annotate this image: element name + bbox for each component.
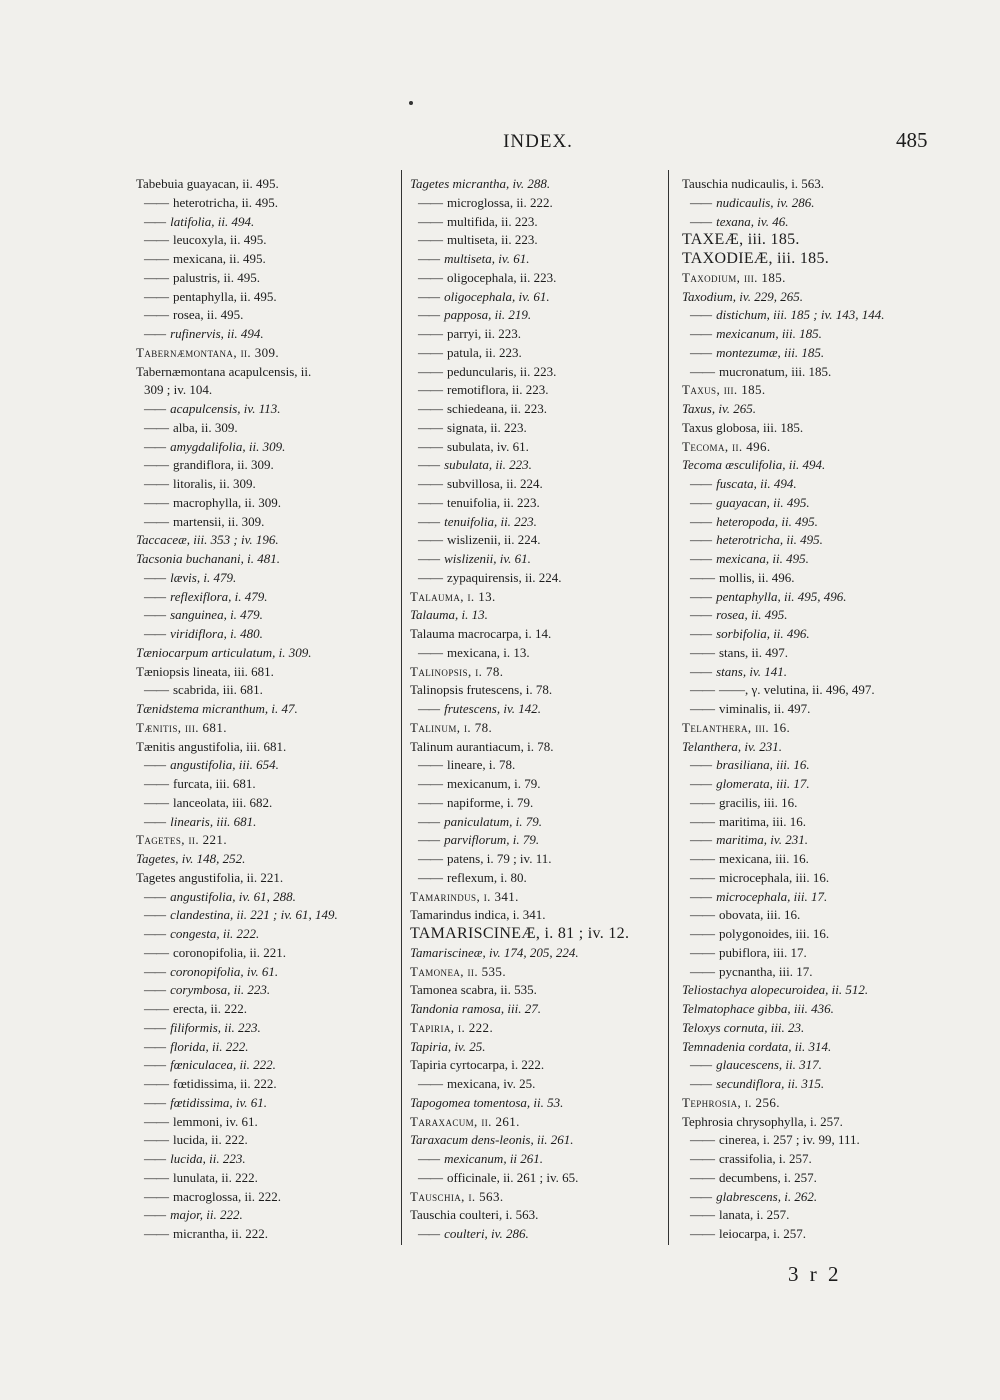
- index-entry: —— rosea, ii. 495.: [136, 306, 398, 325]
- index-entry: Tænitis, iii. 681.: [136, 719, 227, 735]
- index-entry: —— palustris, ii. 495.: [136, 269, 398, 288]
- index-entry: Talinopsis frutescens, i. 78.: [410, 682, 553, 698]
- index-entry: —— gracilis, iii. 16.: [682, 794, 950, 813]
- index-entry: —— paniculatum, i. 79.: [410, 813, 665, 832]
- index-entry: —— oligocephala, ii. 223.: [410, 269, 665, 288]
- index-entry: —— secundiflora, ii. 315.: [682, 1075, 950, 1094]
- index-entry: —— sanguinea, i. 479.: [136, 606, 398, 625]
- index-entry: Tabernæmontana, ii. 309.: [136, 344, 280, 360]
- index-entry: Tacsonia buchanani, i. 481.: [136, 551, 280, 566]
- index-entry: —— linearis, iii. 681.: [136, 813, 398, 832]
- index-entry: —— pentaphylla, ii. 495, 496.: [682, 588, 950, 607]
- index-entry: —— lanceolata, iii. 682.: [136, 794, 398, 813]
- index-entry: —— distichum, iii. 185 ; iv. 143, 144.: [682, 306, 950, 325]
- index-entry: Tandonia ramosa, iii. 27.: [410, 1001, 541, 1016]
- index-entry: —— fuscata, ii. 494.: [682, 475, 950, 494]
- index-entry: Tapogomea tomentosa, ii. 53.: [410, 1094, 564, 1110]
- index-entry: Temnadenia cordata, ii. 314.: [682, 1038, 832, 1054]
- index-column-3: [682, 175, 950, 1244]
- index-entry: —— glomerata, iii. 17.: [682, 775, 950, 794]
- index-entry: Taxodium, iii. 185.: [682, 269, 786, 285]
- index-entry: —— mucronatum, iii. 185.: [682, 363, 950, 382]
- index-entry: —— mollis, ii. 496.: [682, 569, 950, 588]
- index-entry: —— furcata, iii. 681.: [136, 775, 398, 794]
- index-entry: —— mexicanum, i. 79.: [410, 775, 665, 794]
- index-entry: —— parryi, ii. 223.: [410, 325, 665, 344]
- index-entry: —— alba, ii. 309.: [136, 419, 398, 438]
- index-entry: —— maritima, iv. 231.: [682, 831, 950, 850]
- index-column-1: [136, 175, 398, 1244]
- index-entry: —— viminalis, ii. 497.: [682, 700, 950, 719]
- index-entry: —— filiformis, ii. 223.: [136, 1019, 398, 1038]
- index-entry: —— guayacan, ii. 495.: [682, 494, 950, 513]
- index-entry: —— papposa, ii. 219.: [410, 306, 665, 325]
- index-entry: Taraxacum dens-leonis, ii. 261.: [410, 1132, 574, 1148]
- column-divider: [401, 170, 402, 1245]
- index-entry: —— mexicana, ii. 495.: [682, 550, 950, 569]
- index-entry: —— napiforme, i. 79.: [410, 794, 665, 813]
- index-entry: —— glabrescens, i. 262.: [682, 1188, 950, 1207]
- index-entry: —— texana, iv. 46.: [682, 213, 950, 232]
- index-entry: —— mexicana, i. 13.: [410, 644, 665, 663]
- index-entry: Tænidstema micranthum, i. 47.: [136, 701, 298, 716]
- index-entry: —— angustifolia, iv. 61, 288.: [136, 888, 398, 907]
- index-entry: —— heterotricha, ii. 495.: [136, 194, 398, 213]
- index-entry: —— mexicanum, iii. 185.: [682, 325, 950, 344]
- index-entry: —— lucida, ii. 223.: [136, 1150, 398, 1169]
- index-entry: Tauschia nudicaulis, i. 563.: [682, 176, 825, 191]
- index-entry: Talinum aurantiacum, i. 78.: [410, 738, 554, 754]
- index-entry: —— macroglossa, ii. 222.: [136, 1188, 398, 1207]
- index-entry: —— multiseta, ii. 223.: [410, 231, 665, 250]
- index-entry: —— brasiliana, iii. 16.: [682, 756, 950, 775]
- index-entry: Tecoma æsculifolia, ii. 494.: [682, 457, 826, 473]
- index-entry: Talauma, i. 13.: [410, 607, 488, 623]
- index-entry: —— mexicana, ii. 495.: [136, 250, 398, 269]
- index-entry: Talauma, i. 13.: [410, 588, 496, 604]
- index-entry: —— heteropoda, ii. 495.: [682, 513, 950, 532]
- index-entry: —— coronopifolia, ii. 221.: [136, 944, 398, 963]
- index-entry: Tabebuia guayacan, ii. 495.: [136, 176, 279, 191]
- index-entry: Tagetes, ii. 221.: [136, 832, 227, 848]
- index-entry: —— corymbosa, ii. 223.: [136, 981, 398, 1000]
- index-entry: —— microcephala, iii. 16.: [682, 869, 950, 888]
- index-entry: —— congesta, ii. 222.: [136, 925, 398, 944]
- index-entry: Tagetes, iv. 148, 252.: [136, 851, 246, 866]
- index-entry: —— scabrida, iii. 681.: [136, 681, 398, 700]
- index-entry: —— nudicaulis, iv. 286.: [682, 194, 950, 213]
- index-entry: —— mexicana, iii. 16.: [682, 850, 950, 869]
- index-entry: Talauma macrocarpa, i. 14.: [410, 626, 552, 641]
- index-entry: —— major, ii. 222.: [136, 1206, 398, 1225]
- index-entry: 309 ; iv. 104.: [144, 382, 213, 398]
- index-entry: Tæniocarpum articulatum, i. 309.: [136, 644, 312, 660]
- index-entry: —— lævis, i. 479.: [136, 569, 398, 588]
- index-entry: Tauschia, i. 563.: [410, 1188, 504, 1204]
- index-entry: —— lucida, ii. 222.: [136, 1131, 398, 1150]
- index-entry: —— sorbifolia, ii. 496.: [682, 625, 950, 644]
- index-entry: Tephrosia chrysophylla, i. 257.: [682, 1113, 843, 1129]
- index-entry: —— angustifolia, iii. 654.: [136, 756, 398, 775]
- index-entry: —— erecta, ii. 222.: [136, 1000, 398, 1019]
- index-entry: —— patens, i. 79 ; iv. 11.: [410, 850, 665, 869]
- index-entry: Tamonea, ii. 535.: [410, 963, 506, 979]
- index-entry: —— lanata, i. 257.: [682, 1206, 950, 1225]
- index-entry: —— polygonoides, iii. 16.: [682, 925, 950, 944]
- index-entry: —— fœniculacea, ii. 222.: [136, 1056, 398, 1075]
- index-entry: —— montezumæ, iii. 185.: [682, 344, 950, 363]
- index-entry: Tagetes micrantha, iv. 288.: [410, 176, 551, 191]
- ink-dot: [409, 101, 413, 105]
- index-entry: Taccaceæ, iii. 353 ; iv. 196.: [136, 532, 279, 548]
- index-entry: Tæniopsis lineata, iii. 681.: [136, 663, 274, 679]
- index-entry: —— litoralis, ii. 309.: [136, 475, 398, 494]
- index-entry: TAXODIEÆ, iii. 185.: [682, 250, 830, 267]
- index-entry: —— micrantha, ii. 222.: [136, 1225, 398, 1244]
- index-entry: Taraxacum, ii. 261.: [410, 1113, 520, 1129]
- index-entry: —— lineare, i. 78.: [410, 756, 665, 775]
- index-entry: Telmatophace gibba, iii. 436.: [682, 1001, 834, 1016]
- index-entry: —— tenuifolia, ii. 223.: [410, 494, 665, 513]
- index-entry: Talinopsis, i. 78.: [410, 663, 504, 679]
- index-entry: —— pycnantha, iii. 17.: [682, 963, 950, 982]
- index-entry: Tamarindus indica, i. 341.: [410, 907, 546, 923]
- index-entry: —— multifida, ii. 223.: [410, 213, 665, 232]
- index-entry: —— pentaphylla, ii. 495.: [136, 288, 398, 307]
- index-entry: —— remotiflora, ii. 223.: [410, 381, 665, 400]
- index-entry: Tænitis angustifolia, iii. 681.: [136, 738, 287, 754]
- column-divider: [668, 170, 669, 1245]
- index-entry: —— schiedeana, ii. 223.: [410, 400, 665, 419]
- index-entry: Tagetes angustifolia, ii. 221.: [136, 869, 284, 885]
- index-entry: —— tenuifolia, ii. 223.: [410, 513, 665, 532]
- index-entry: Teloxys cornuta, iii. 23.: [682, 1019, 805, 1035]
- index-entry: —— officinale, ii. 261 ; iv. 65.: [410, 1169, 665, 1188]
- index-entry: —— fœtidissima, iv. 61.: [136, 1094, 398, 1113]
- index-entry: —— florida, ii. 222.: [136, 1038, 398, 1057]
- index-entry: Tamariscineæ, iv. 174, 205, 224.: [410, 944, 579, 960]
- index-entry: —— multiseta, iv. 61.: [410, 250, 665, 269]
- index-entry: Tapiria, i. 222.: [410, 1019, 494, 1035]
- index-entry: —— stans, iv. 141.: [682, 663, 950, 682]
- index-entry: —— subulata, ii. 223.: [410, 456, 665, 475]
- index-entry: —— subvillosa, ii. 224.: [410, 475, 665, 494]
- index-entry: Tabernæmontana acapulcensis, ii.: [136, 363, 312, 379]
- index-entry: —— crassifolia, i. 257.: [682, 1150, 950, 1169]
- index-column-2: [410, 175, 665, 1244]
- index-entry: —— amygdalifolia, ii. 309.: [136, 438, 398, 457]
- index-entry: —— grandiflora, ii. 309.: [136, 456, 398, 475]
- index-entry: —— peduncularis, ii. 223.: [410, 363, 665, 382]
- index-entry: —— lunulata, ii. 222.: [136, 1169, 398, 1188]
- index-entry: Tapiria cyrtocarpa, i. 222.: [410, 1057, 545, 1073]
- index-entry: —— oligocephala, iv. 61.: [410, 288, 665, 307]
- index-entry: —— reflexiflora, i. 479.: [136, 588, 398, 607]
- index-entry: Taxus, iii. 185.: [682, 382, 766, 398]
- index-entry: Telanthera, iii. 16.: [682, 719, 791, 735]
- index-entry: Taxus globosa, iii. 185.: [682, 419, 804, 435]
- page-title: INDEX.: [503, 131, 573, 152]
- index-entry: —— parviflorum, i. 79.: [410, 831, 665, 850]
- index-entry: —— leiocarpa, i. 257.: [682, 1225, 950, 1244]
- index-entry: —— wislizenii, ii. 224.: [410, 531, 665, 550]
- index-entry: —— wislizenii, iv. 61.: [410, 550, 665, 569]
- index-entry: Taxodium, iv. 229, 265.: [682, 288, 803, 304]
- index-entry: —— obovata, iii. 16.: [682, 906, 950, 925]
- index-entry: —— clandestina, ii. 221 ; iv. 61, 149.: [136, 906, 398, 925]
- index-entry: —— acapulcensis, iv. 113.: [136, 400, 398, 419]
- index-entry: TAXEÆ, iii. 185.: [682, 231, 800, 249]
- index-entry: —— signata, ii. 223.: [410, 419, 665, 438]
- page-number: 485: [896, 128, 928, 152]
- index-entry: —— mexicana, iv. 25.: [410, 1075, 665, 1094]
- index-entry: —— subulata, iv. 61.: [410, 438, 665, 457]
- index-entry: Telanthera, iv. 231.: [682, 738, 783, 754]
- index-entry: —— coronopifolia, iv. 61.: [136, 963, 398, 982]
- index-entry: —— frutescens, iv. 142.: [410, 700, 665, 719]
- index-entry: Tecoma, ii. 496.: [682, 438, 771, 454]
- index-entry: Taxus, iv. 265.: [682, 401, 757, 416]
- index-entry: —— macrophylla, ii. 309.: [136, 494, 398, 513]
- index-entry: Tapiria, iv. 25.: [410, 1038, 486, 1054]
- index-entry: Tephrosia, i. 256.: [682, 1094, 780, 1110]
- index-entry: Talinum, i. 78.: [410, 719, 493, 735]
- index-entry: —— heterotricha, ii. 495.: [682, 531, 950, 550]
- index-entry: —— zypaquirensis, ii. 224.: [410, 569, 665, 588]
- index-entry: —— cinerea, i. 257 ; iv. 99, 111.: [682, 1131, 950, 1150]
- index-entry: —— rufinervis, ii. 494.: [136, 325, 398, 344]
- index-entry: —— mexicanum, ii 261.: [410, 1150, 665, 1169]
- index-entry: —— viridiflora, i. 480.: [136, 625, 398, 644]
- index-entry: Teliostachya alopecuroidea, ii. 512.: [682, 982, 869, 998]
- index-entry: —— stans, ii. 497.: [682, 644, 950, 663]
- index-entry: —— glaucescens, ii. 317.: [682, 1056, 950, 1075]
- index-entry: —— pubiflora, iii. 17.: [682, 944, 950, 963]
- index-entry: —— microcephala, iii. 17.: [682, 888, 950, 907]
- index-entry: —— latifolia, ii. 494.: [136, 213, 398, 232]
- index-entry: —— patula, ii. 223.: [410, 344, 665, 363]
- index-entry: —— martensii, ii. 309.: [136, 513, 398, 532]
- index-entry: TAMARISCINEÆ, i. 81 ; iv. 12.: [410, 925, 630, 942]
- index-entry: —— reflexum, i. 80.: [410, 869, 665, 888]
- index-entry: —— microglossa, ii. 222.: [410, 194, 665, 213]
- index-entry: —— decumbens, i. 257.: [682, 1169, 950, 1188]
- index-entry: —— maritima, iii. 16.: [682, 813, 950, 832]
- index-entry: —— lemmoni, iv. 61.: [136, 1113, 398, 1132]
- index-entry: —— leucoxyla, ii. 495.: [136, 231, 398, 250]
- index-entry: —— coulteri, iv. 286.: [410, 1225, 665, 1244]
- index-entry: —— ——, γ. velutina, ii. 496, 497.: [682, 681, 950, 700]
- index-entry: Tamarindus, i. 341.: [410, 888, 519, 904]
- index-entry: Tamonea scabra, ii. 535.: [410, 982, 537, 998]
- index-entry: —— fœtidissima, ii. 222.: [136, 1075, 398, 1094]
- index-entry: —— rosea, ii. 495.: [682, 606, 950, 625]
- signature-mark: 3 r 2: [788, 1262, 842, 1286]
- index-entry: Tauschia coulteri, i. 563.: [410, 1207, 539, 1223]
